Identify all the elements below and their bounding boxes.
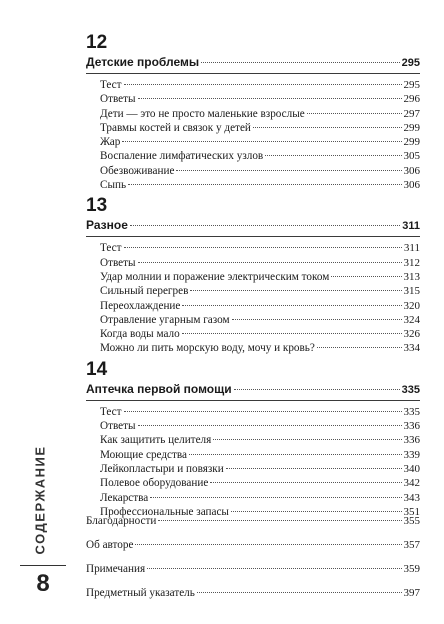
chapter-divider xyxy=(86,73,420,74)
entry-page: 299 xyxy=(403,121,420,134)
entry-page: 343 xyxy=(403,491,420,504)
entry-page: 351 xyxy=(403,505,420,518)
dot-leader xyxy=(138,262,402,263)
entry-page: 296 xyxy=(403,93,420,106)
toc-entry xyxy=(86,491,420,505)
dot-leader xyxy=(176,170,401,171)
dot-leader xyxy=(147,568,401,569)
entry-page: 315 xyxy=(403,285,420,298)
toc-entry xyxy=(86,419,420,433)
entry-page: 397 xyxy=(403,587,420,599)
dot-leader xyxy=(226,468,402,469)
chapter-page: 335 xyxy=(401,383,420,396)
entry-label: Примечания xyxy=(86,563,146,575)
entry-label: Отравление угарным газом xyxy=(100,313,230,326)
dot-leader xyxy=(307,113,402,114)
chapter-divider xyxy=(86,400,420,401)
dot-leader xyxy=(158,520,401,521)
dot-leader xyxy=(182,305,401,306)
chapter-title-row xyxy=(86,218,420,233)
entry-label: Как защитить целителя xyxy=(100,434,212,447)
entry-page: 311 xyxy=(403,242,420,255)
entry-page: 342 xyxy=(403,477,420,490)
dot-leader xyxy=(234,389,400,390)
toc-entry xyxy=(86,433,420,447)
toc-entry xyxy=(86,241,420,255)
toc-entry xyxy=(86,299,420,313)
entry-page: 324 xyxy=(403,313,420,326)
dot-leader xyxy=(138,98,402,99)
toc-entry xyxy=(86,448,420,462)
dot-leader xyxy=(232,319,402,320)
toc-entry xyxy=(86,313,420,327)
entry-page: 306 xyxy=(403,179,420,192)
dot-leader xyxy=(197,592,402,593)
toc-entry xyxy=(86,462,420,476)
toc-entry xyxy=(86,121,420,135)
entry-label: Профессиональные запасы xyxy=(100,505,229,518)
entry-page: 336 xyxy=(403,420,420,433)
toc-entry xyxy=(86,178,420,192)
entry-page: 357 xyxy=(403,539,420,551)
entry-page: 312 xyxy=(403,256,420,269)
chapter-14 xyxy=(86,359,420,519)
chapter-title-row xyxy=(86,55,420,70)
dot-leader xyxy=(213,439,401,440)
dot-leader xyxy=(124,84,402,85)
entry-page: 295 xyxy=(403,79,420,91)
entry-label: Ответы xyxy=(100,420,136,433)
entry-label: Травмы костей и связок у детей xyxy=(100,121,251,134)
entry-page: 297 xyxy=(403,107,420,120)
entry-page: 355 xyxy=(403,515,420,527)
entry-label: Удар молнии и поражение электрическим током xyxy=(100,270,330,283)
dot-leader xyxy=(231,511,402,512)
toc-entry xyxy=(86,135,420,149)
entry-page: 359 xyxy=(403,563,420,575)
dot-leader xyxy=(124,247,402,248)
entry-page: 339 xyxy=(403,448,420,461)
back-matter-entry xyxy=(86,586,420,600)
entry-label: Тест xyxy=(100,79,122,91)
dot-leader xyxy=(124,411,402,412)
page-number-rule xyxy=(20,565,66,566)
toc-entry xyxy=(86,270,420,284)
dot-leader xyxy=(138,425,402,426)
entry-label: Ответы xyxy=(100,93,136,106)
dot-leader xyxy=(150,497,401,498)
entry-page: 306 xyxy=(403,164,420,177)
back-matter-entry xyxy=(86,514,420,528)
toc-entry xyxy=(86,107,420,121)
chapter-number: 13 xyxy=(86,195,108,217)
entry-label: Моющие средства xyxy=(100,448,188,461)
entry-page: 334 xyxy=(403,342,420,355)
chapter-title: Детские проблемы xyxy=(86,55,200,69)
toc-entry xyxy=(86,164,420,178)
chapter-page: 311 xyxy=(402,220,420,233)
dot-leader xyxy=(265,155,401,156)
entry-page: 305 xyxy=(403,150,420,163)
dot-leader xyxy=(317,347,402,348)
chapter-13 xyxy=(86,195,420,355)
page-number: 8 xyxy=(36,570,50,597)
dot-leader xyxy=(331,276,401,277)
back-matter-entry xyxy=(86,562,420,576)
toc-entry xyxy=(86,476,420,490)
chapter-number: 14 xyxy=(86,358,108,380)
entry-page: 336 xyxy=(403,434,420,447)
entry-label: Переохлаждение xyxy=(100,299,181,312)
entry-label: Предметный указатель xyxy=(86,587,195,599)
entry-page: 320 xyxy=(403,299,420,312)
back-matter-entry xyxy=(86,538,420,552)
chapter-divider xyxy=(86,236,420,237)
dot-leader xyxy=(201,62,400,63)
toc-entry xyxy=(86,78,420,92)
toc-entry xyxy=(86,327,420,341)
dot-leader xyxy=(128,184,401,185)
entry-label: Обезвоживание xyxy=(100,164,175,177)
entry-label: Тест xyxy=(100,405,122,418)
chapter-page: 295 xyxy=(401,57,420,69)
chapter-12 xyxy=(86,32,420,192)
entry-label: Благодарности xyxy=(86,515,157,527)
entry-label: Сыпь xyxy=(100,179,127,192)
entry-page: 335 xyxy=(403,405,420,418)
entry-page: 340 xyxy=(403,462,420,475)
entry-label: Сильный перегрев xyxy=(100,285,189,298)
entry-page: 326 xyxy=(403,328,420,341)
running-section-label: СОДЕРЖАНИЕ xyxy=(32,445,48,555)
toc-entry xyxy=(86,92,420,106)
toc-entry xyxy=(86,405,420,419)
entry-page: 299 xyxy=(403,136,420,149)
chapter-title-row xyxy=(86,382,420,397)
dot-leader xyxy=(130,225,400,226)
entry-label: Дети — это не просто маленькие взрослые xyxy=(100,107,305,120)
entry-label: Можно ли пить морскую воду, мочу и кровь? xyxy=(100,342,315,355)
chapter-title: Аптечка первой помощи xyxy=(86,381,232,396)
dot-leader xyxy=(190,290,401,291)
running-section-title xyxy=(30,440,50,560)
entry-label: Лейкопластыри и повязки xyxy=(100,462,224,475)
entry-label: Полевое оборудование xyxy=(100,477,209,490)
back-matter xyxy=(86,514,420,610)
entry-label: Тест xyxy=(100,242,122,255)
toc-entry xyxy=(86,256,420,270)
dot-leader xyxy=(253,127,402,128)
entry-label: Ответы xyxy=(100,256,136,269)
dot-leader xyxy=(189,454,401,455)
toc-entry xyxy=(86,341,420,355)
entry-label: Когда воды мало xyxy=(100,328,180,341)
entry-label: Жар xyxy=(100,136,121,149)
chapter-title: Разное xyxy=(86,218,128,233)
dot-leader xyxy=(135,544,401,545)
table-of-contents xyxy=(86,32,420,522)
entry-label: Лекарства xyxy=(100,491,149,504)
dot-leader xyxy=(182,333,402,334)
entry-page: 313 xyxy=(403,270,420,283)
entry-label: Воспаление лимфатических узлов xyxy=(100,150,264,163)
dot-leader xyxy=(122,141,401,142)
entry-label: Об авторе xyxy=(86,539,134,551)
chapter-number: 12 xyxy=(86,32,108,53)
dot-leader xyxy=(210,482,401,483)
toc-entry xyxy=(86,149,420,163)
toc-entry xyxy=(86,284,420,298)
